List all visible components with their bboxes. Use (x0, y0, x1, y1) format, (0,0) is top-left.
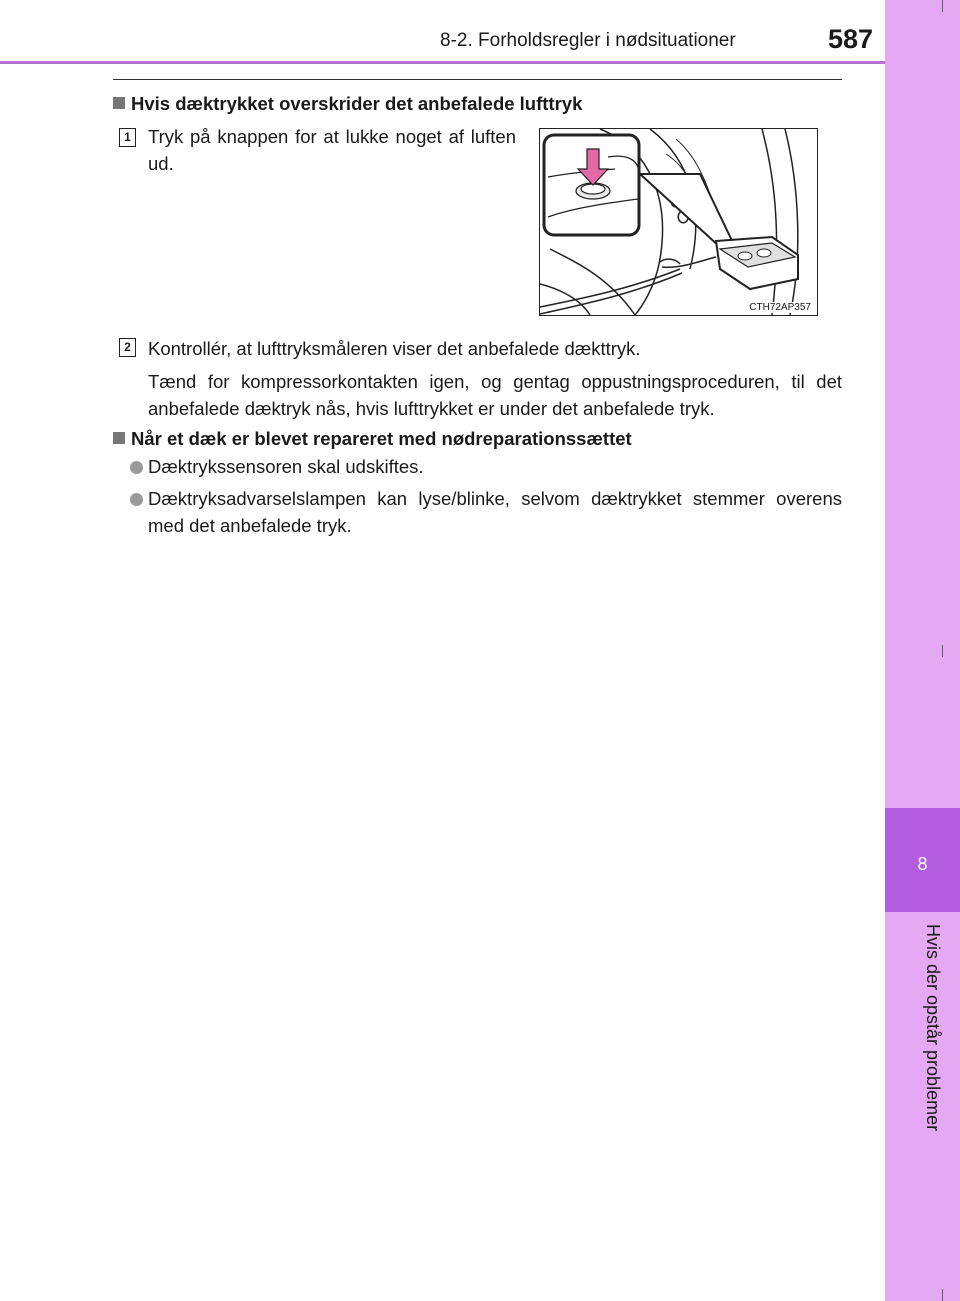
section-divider (113, 79, 842, 80)
circle-bullet-icon (130, 461, 143, 474)
chapter-number: 8 (917, 854, 928, 874)
step-2-note: Tænd for kompressorkontakten igen, og gentag oppustningsproceduren, til det anbefalede dæktryk nås, hvis lufttrykket er under det anbefalede tryk. (148, 371, 842, 419)
figure-code: CTH72AP357 (749, 302, 811, 313)
compressor-illustration (539, 128, 818, 316)
page-number: 587 (828, 24, 874, 54)
step-1-text: Tryk på knappen for at lukke noget af luften ud. (148, 126, 516, 174)
crop-mark (942, 0, 943, 12)
header-divider (0, 61, 885, 64)
chapter-title: Hvis der opstår problemer (923, 924, 943, 1132)
step-number-1: 1 (119, 128, 136, 147)
circle-bullet-icon (130, 493, 143, 506)
bullet-text: Dæktrykssensoren skal udskiftes. (148, 456, 424, 477)
section-heading-text: Hvis dæktrykket overskrider det anbefalede lufttryk (131, 93, 583, 114)
square-bullet-icon (113, 432, 125, 444)
running-header: 8-2. Forholdsregler i nødsituationer (440, 30, 736, 51)
tire-compressor-drawing (540, 129, 817, 315)
step-2-text: Kontrollér, at lufttryksmåleren viser det anbefalede dækttryk. (148, 338, 641, 359)
chapter-tab (885, 808, 960, 912)
bullet-text: Dæktryksadvarselslampen kan lyse/blinke, selvom dæktrykket stemmer overens med det anbefalede tryk. (148, 488, 842, 536)
square-bullet-icon (113, 97, 125, 109)
crop-mark (942, 1289, 943, 1301)
step-number-2: 2 (119, 338, 136, 357)
section-heading (113, 93, 582, 115)
section-heading-text: Når et dæk er blevet repareret med nødreparationssættet (131, 428, 632, 449)
crop-mark (942, 645, 943, 657)
section-heading (113, 428, 632, 450)
